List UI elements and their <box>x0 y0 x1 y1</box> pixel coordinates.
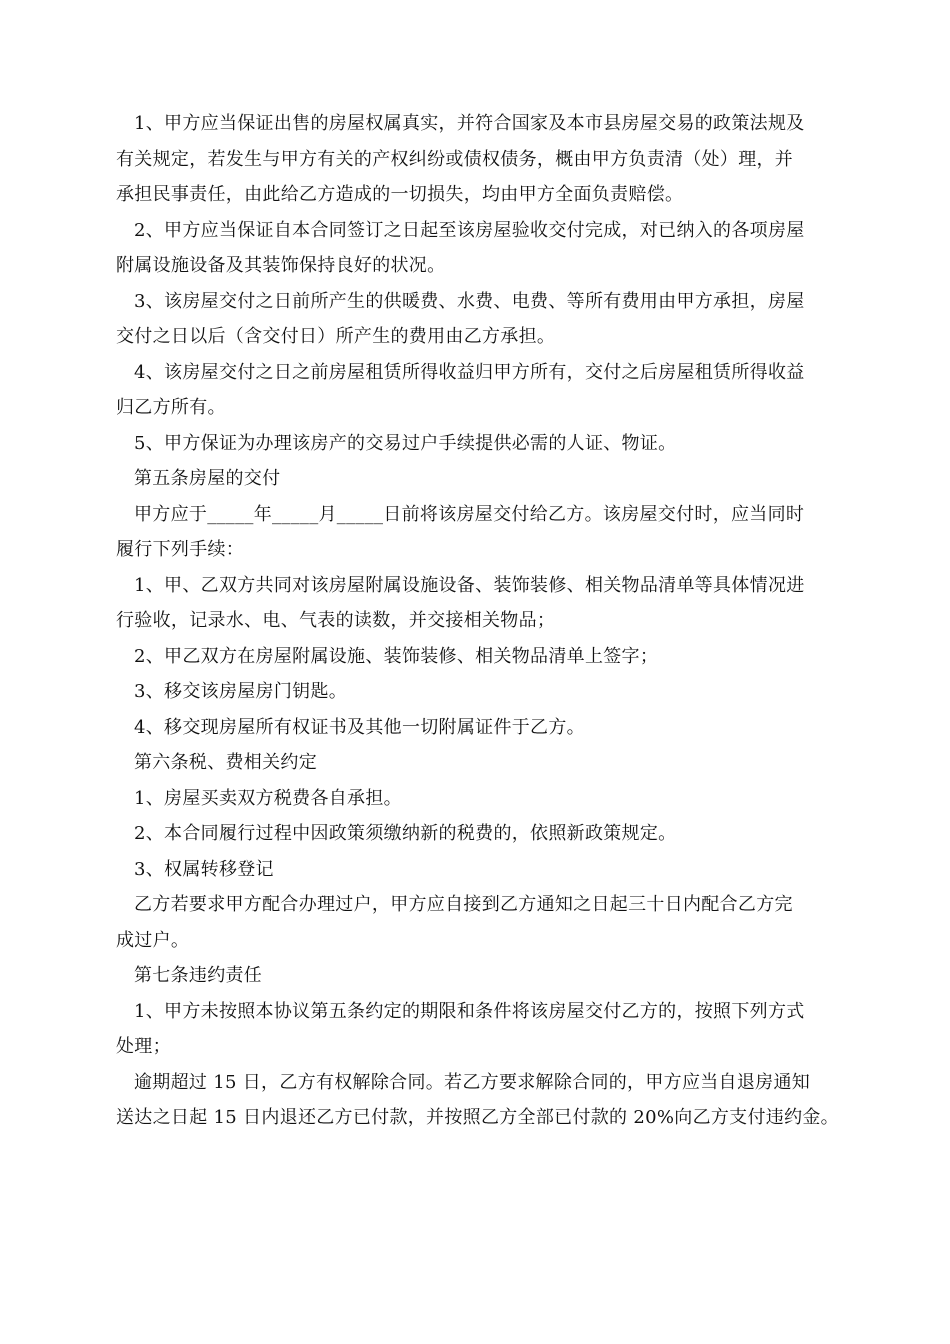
text-line: 5、甲方保证为办理该房产的交易过户手续提供必需的人证、物证。 <box>134 432 677 454</box>
text-line: 归乙方所有。 <box>116 397 226 418</box>
text-line: 有关规定，若发生与甲方有关的产权纠纷或债权债务，概由甲方负责清（处）理，并 <box>116 148 794 170</box>
text-line: 履行下列手续： <box>116 539 245 560</box>
text-line: 附属设施设备及其装饰保持良好的状况。 <box>116 255 446 276</box>
text-line: 1、甲方未按照本协议第五条约定的期限和条件将该房屋交付乙方的，按照下列方式 <box>134 1000 805 1022</box>
text-line: 2、本合同履行过程中因政策须缴纳新的税费的，依照新政策规定。 <box>134 823 677 844</box>
text-line: 1、房屋买卖双方税费各自承担。 <box>134 787 402 809</box>
text-line: 4、该房屋交付之日之前房屋租赁所得收益归甲方所有，交付之后房屋租赁所得收益 <box>134 361 805 383</box>
text-line: 第七条违约责任 <box>134 965 263 986</box>
text-line: 2、甲方应当保证自本合同签订之日起至该房屋验收交付完成，对已纳入的各项房屋 <box>134 219 805 241</box>
text-line: 第六条税、费相关约定 <box>134 752 317 773</box>
text-line: 处理； <box>116 1036 171 1057</box>
text-line: 1、甲、乙双方共同对该房屋附属设施设备、装饰装修、相关物品清单等具体情况进 <box>134 574 805 596</box>
text-line: 4、移交现房屋所有权证书及其他一切附属证件于乙方。 <box>134 716 585 738</box>
text-line: 甲方应于_____年_____月_____日前将该房屋交付给乙方。该房屋交付时，应当同时 <box>134 503 805 525</box>
text-line: 3、该房屋交付之日前所产生的供暖费、水费、电费、等所有费用由甲方承担，房屋 <box>134 290 805 312</box>
text-line: 3、移交该房屋房门钥匙。 <box>134 681 348 702</box>
text-line: 逾期超过 15 日，乙方有权解除合同。若乙方要求解除合同的，甲方应当自退房通知 <box>134 1071 811 1093</box>
text-line: 2、甲乙双方在房屋附属设施、装饰装修、相关物品清单上签字； <box>134 645 659 667</box>
text-line: 交付之日以后（含交付日）所产生的费用由乙方承担。 <box>116 326 556 347</box>
text-line: 行验收，记录水、电、气表的读数，并交接相关物品； <box>116 610 556 631</box>
text-line: 第五条房屋的交付 <box>134 468 281 489</box>
text-line: 1、甲方应当保证出售的房屋权属真实，并符合国家及本市县房屋交易的政策法规及 <box>134 113 805 134</box>
text-line: 承担民事责任，由此给乙方造成的一切损失，均由甲方全面负责赔偿。 <box>116 184 684 205</box>
contract-page <box>116 106 852 1136</box>
text-line: 成过户。 <box>116 929 190 951</box>
text-line: 乙方若要求甲方配合办理过户，甲方应自接到乙方通知之日起三十日内配合乙方完 <box>134 894 793 915</box>
text-line: 3、权属转移登记 <box>134 858 274 880</box>
text-line: 送达之日起 15 日内退还乙方已付款，并按照乙方全部已付款的 20%向乙方支付违约金。 <box>116 1107 839 1128</box>
